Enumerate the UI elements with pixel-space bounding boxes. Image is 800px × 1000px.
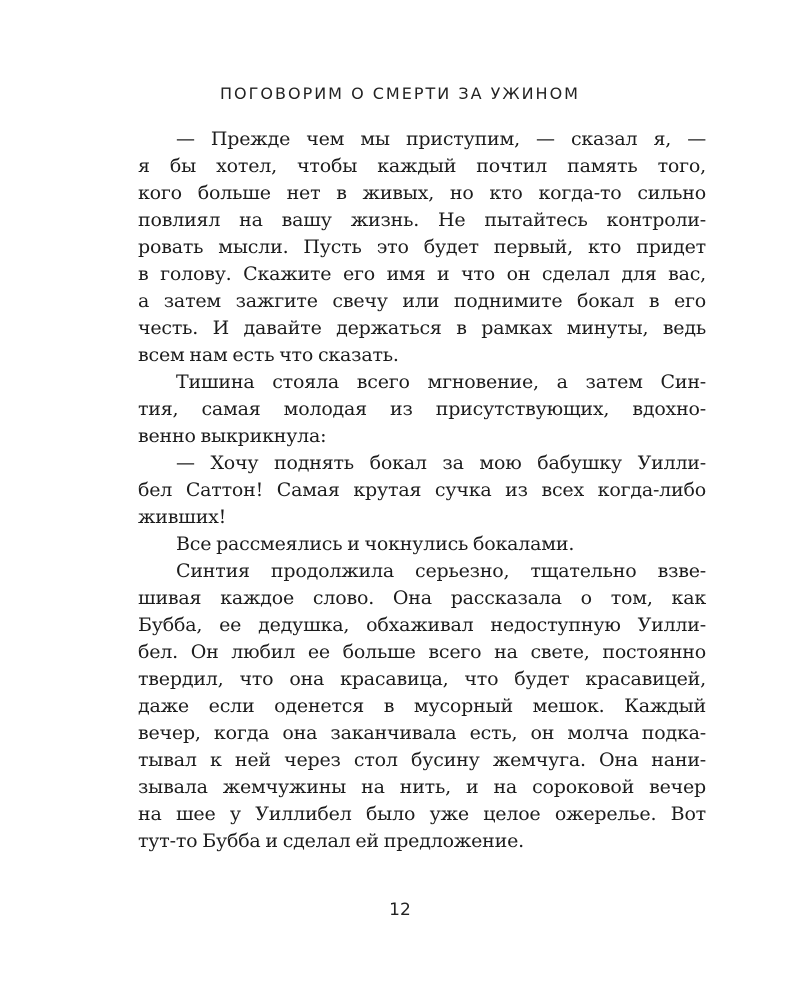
text-line: повлиял на вашу жизнь. Не пытайтесь контроли- bbox=[138, 209, 706, 231]
text-line: в голову. Скажите его имя и что он сделал для вас, bbox=[138, 263, 706, 285]
text-line: тывал к ней через стол бусину жемчуга. Она нани- bbox=[138, 749, 706, 771]
text-line: венно выкрикнула: bbox=[138, 425, 327, 447]
page-number: 12 bbox=[389, 900, 411, 920]
text-line: бел Саттон! Самая крутая сучка из всех когда-либо bbox=[138, 479, 706, 501]
text-line: — Прежде чем мы приступим, — сказал я, — bbox=[176, 128, 706, 150]
text-line: всем нам есть что сказать. bbox=[138, 344, 399, 366]
text-line: вечер, когда она заканчивала есть, он молча подка- bbox=[138, 722, 706, 744]
text-line: ровать мысли. Пусть это будет первый, кто придет bbox=[138, 236, 706, 258]
text-line: я бы хотел, чтобы каждый почтил память того, bbox=[138, 155, 706, 177]
text-line: честь. И давайте держаться в рамках минуты, ведь bbox=[138, 317, 706, 339]
text-line: твердил, что она красавица, что будет красавицей, bbox=[138, 668, 706, 690]
text-line: Синтия продолжила серьезно, тщательно взве- bbox=[176, 560, 706, 582]
text-line: Тишина стояла всего мгновение, а затем Син- bbox=[176, 371, 706, 393]
body-text bbox=[138, 126, 706, 855]
text-line: Бубба, ее дедушка, обхаживал недоступную Уилли- bbox=[138, 614, 706, 636]
text-line: зывала жемчужины на нить, и на сороковой вечер bbox=[138, 776, 706, 798]
text-line: а затем зажгите свечу или поднимите бокал в его bbox=[138, 290, 706, 312]
text-line: — Хочу поднять бокал за мою бабушку Уилли- bbox=[176, 452, 706, 474]
running-header: ПОГОВОРИМ О СМЕРТИ ЗА УЖИНОМ bbox=[220, 84, 580, 103]
text-line: живших! bbox=[138, 506, 227, 528]
text-line: бел. Он любил ее больше всего на свете, постоянно bbox=[138, 641, 706, 663]
text-line: шивая каждое слово. Она рассказала о том, как bbox=[138, 587, 706, 609]
text-line: Все рассмеялись и чокнулись бокалами. bbox=[176, 533, 575, 555]
text-line: кого больше нет в живых, но кто когда-то сильно bbox=[138, 182, 706, 204]
text-line: тут-то Бубба и сделал ей предложение. bbox=[138, 830, 524, 852]
text-line: даже если оденется в мусорный мешок. Каждый bbox=[138, 695, 706, 717]
text-line: на шее у Уиллибел было уже целое ожерелье. Вот bbox=[138, 803, 706, 825]
text-line: тия, самая молодая из присутствующих, вдохно- bbox=[138, 398, 706, 420]
